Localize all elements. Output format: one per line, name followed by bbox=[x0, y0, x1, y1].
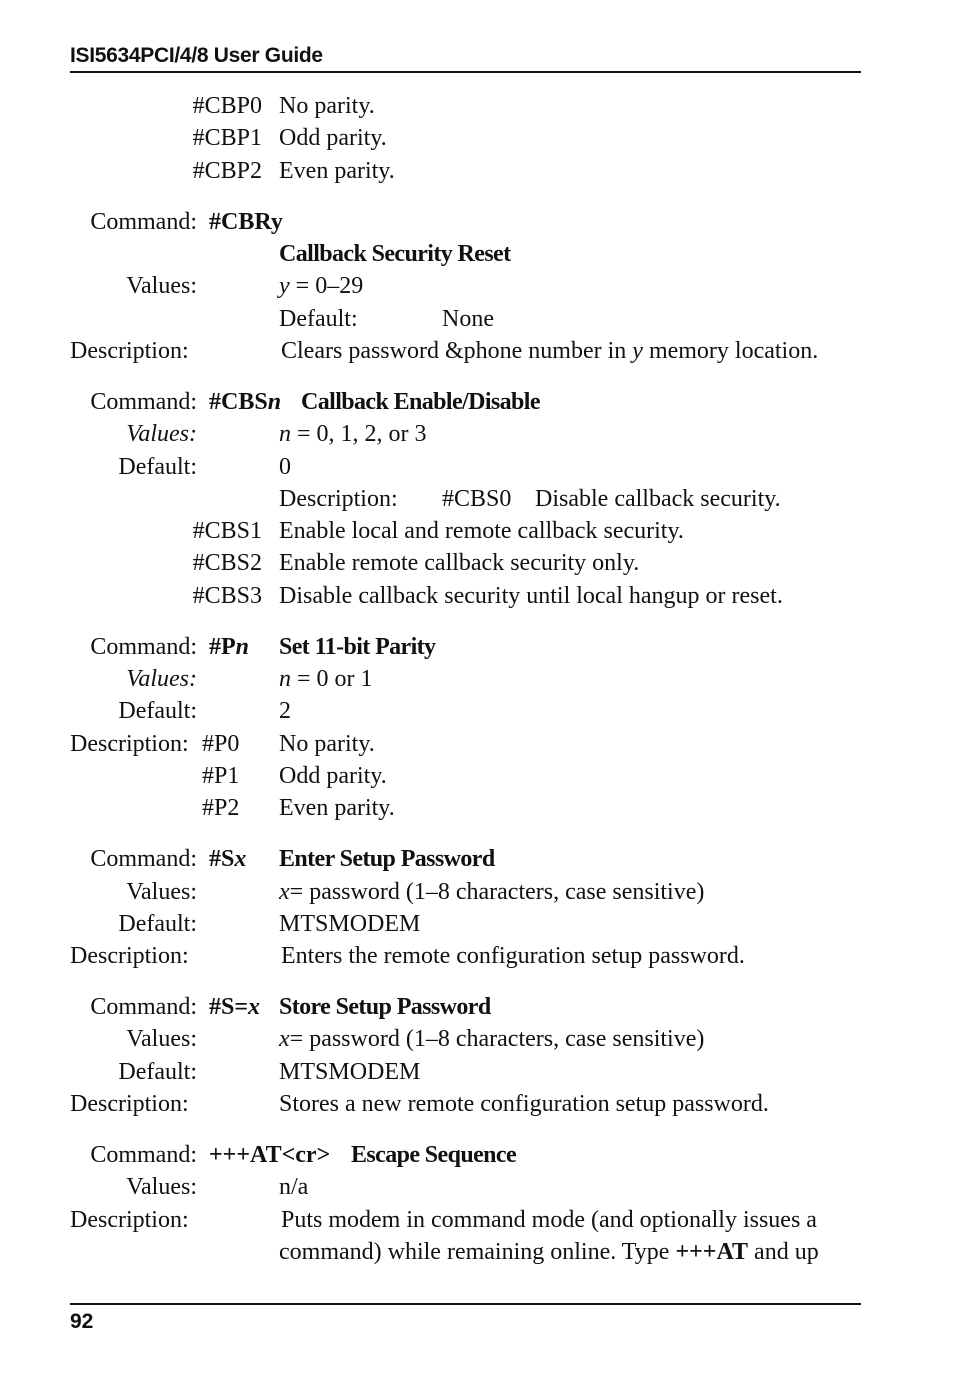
option-code-3: #CBS3 bbox=[192, 583, 262, 609]
command-code: +++AT<cr> bbox=[209, 1142, 331, 1168]
values-text: x= password (1–8 characters, case sensitive) bbox=[279, 1026, 705, 1052]
default-label: Default: bbox=[118, 1059, 197, 1085]
parity-text-1: Odd parity. bbox=[279, 125, 387, 151]
values-label: Values: bbox=[126, 273, 197, 299]
description-label: Description: bbox=[70, 1207, 189, 1233]
command-code: #Sx bbox=[209, 846, 247, 872]
description-label: Description: bbox=[70, 1091, 189, 1117]
default-value: MTSMODEM bbox=[279, 1059, 421, 1085]
header-rule bbox=[70, 71, 861, 73]
option-text-2: Even parity. bbox=[279, 795, 395, 821]
values-label: Values: bbox=[126, 1174, 197, 1200]
description-label: Description: bbox=[279, 486, 398, 512]
page-number: 92 bbox=[70, 1310, 94, 1333]
default-value: MTSMODEM bbox=[279, 911, 421, 937]
command-label: Command: bbox=[90, 209, 197, 235]
values-label: Values: bbox=[126, 421, 197, 447]
option-text-0: Disable callback security. bbox=[535, 486, 781, 512]
description-line-2: command) while remaining online. Type +++AT and up bbox=[279, 1239, 819, 1265]
option-text-2: Enable remote callback security only. bbox=[279, 550, 640, 576]
description-label: Description: bbox=[70, 731, 189, 757]
default-value: 2 bbox=[279, 698, 291, 724]
description-label: Description: bbox=[70, 943, 189, 969]
command-label: Command: bbox=[90, 389, 197, 415]
command-title: Callback Enable/Disable bbox=[301, 389, 540, 415]
footer-rule bbox=[70, 1303, 861, 1305]
running-header: ISI5634PCI/4/8 User Guide bbox=[70, 44, 323, 67]
command-code: #Pn bbox=[209, 634, 250, 660]
parity-code-0: #CBP0 bbox=[192, 93, 262, 119]
values-text: n = 0, 1, 2, or 3 bbox=[279, 421, 427, 447]
option-text-3: Disable callback security until local hangup or reset. bbox=[279, 583, 783, 609]
values-text: y = 0–29 bbox=[279, 273, 364, 299]
command-label: Command: bbox=[90, 634, 197, 660]
values-text: n/a bbox=[279, 1174, 309, 1200]
parity-text-0: No parity. bbox=[279, 93, 375, 119]
command-label: Command: bbox=[90, 994, 197, 1020]
values-label: Values: bbox=[126, 1026, 197, 1052]
values-text: n = 0 or 1 bbox=[279, 666, 373, 692]
description-text: Enters the remote configuration setup password. bbox=[281, 943, 745, 969]
command-label: Command: bbox=[90, 846, 197, 872]
values-label: Values: bbox=[126, 666, 197, 692]
default-label: Default: bbox=[279, 306, 358, 332]
command-code: #CBSn bbox=[209, 389, 282, 415]
option-text-1: Odd parity. bbox=[279, 763, 387, 789]
default-value: None bbox=[442, 306, 494, 332]
command-code: #S=x bbox=[209, 994, 261, 1020]
description-text: Stores a new remote configuration setup password. bbox=[279, 1091, 769, 1117]
description-line-1: Puts modem in command mode (and optionally issues a bbox=[281, 1207, 817, 1233]
command-title: Enter Setup Password bbox=[279, 846, 495, 872]
option-code-2: #CBS2 bbox=[192, 550, 262, 576]
parity-code-1: #CBP1 bbox=[192, 125, 262, 151]
default-value: 0 bbox=[279, 454, 291, 480]
option-code-1: #CBS1 bbox=[192, 518, 262, 544]
option-text-1: Enable local and remote callback security. bbox=[279, 518, 684, 544]
option-text-0: No parity. bbox=[279, 731, 375, 757]
description-text: Clears password &phone number in y memory location. bbox=[281, 338, 819, 364]
option-code-1: #P1 bbox=[202, 763, 240, 789]
default-label: Default: bbox=[118, 454, 197, 480]
default-label: Default: bbox=[118, 911, 197, 937]
description-label: Description: bbox=[70, 338, 189, 364]
command-title: Set 11-bit Parity bbox=[279, 634, 436, 660]
command-code: #CBRy bbox=[209, 209, 283, 235]
default-label: Default: bbox=[118, 698, 197, 724]
parity-code-2: #CBP2 bbox=[192, 158, 262, 184]
command-title: Callback Security Reset bbox=[279, 241, 511, 267]
command-label: Command: bbox=[90, 1142, 197, 1168]
values-label: Values: bbox=[126, 879, 197, 905]
option-code-0: #P0 bbox=[202, 731, 240, 757]
option-code-0: #CBS0 bbox=[442, 486, 512, 512]
values-text: x= password (1–8 characters, case sensitive) bbox=[279, 879, 705, 905]
option-code-2: #P2 bbox=[202, 795, 240, 821]
parity-text-2: Even parity. bbox=[279, 158, 395, 184]
command-title: Escape Sequence bbox=[351, 1142, 517, 1168]
command-title: Store Setup Password bbox=[279, 994, 491, 1020]
